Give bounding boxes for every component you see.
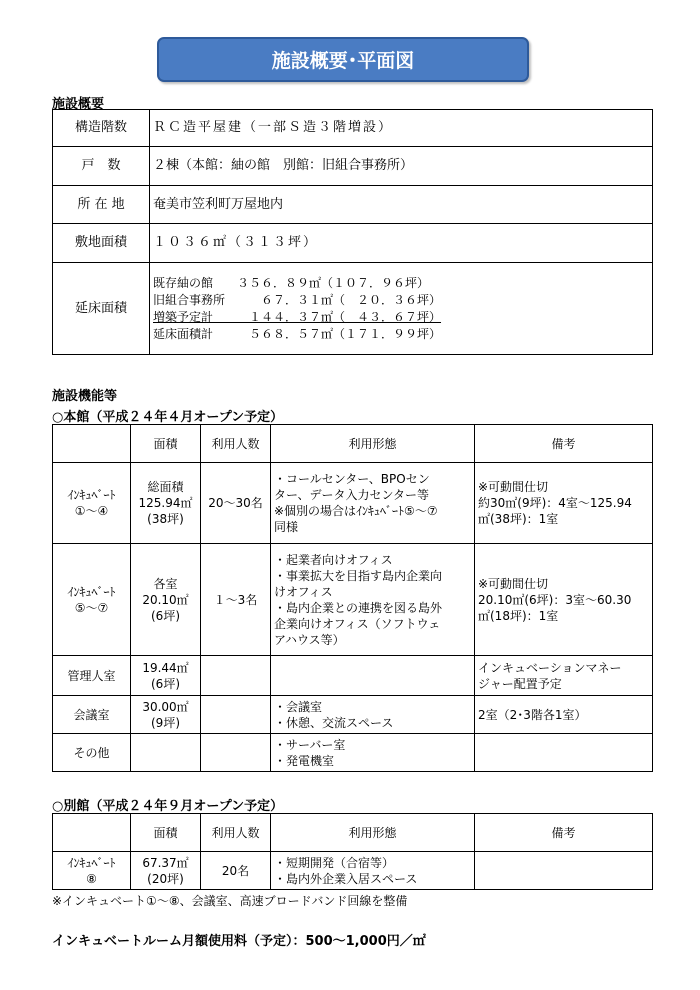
floor-area-line: 旧組合事務所 ６７．３１㎡（ ２０．３６坪） — [153, 292, 442, 307]
facility-name: ｲﾝｷｭﾍﾞｰﾄ ⑤～⑦ — [53, 544, 131, 656]
annex-heading: ○別館（平成２４年９月オープン予定） — [52, 799, 284, 814]
facility-area: 67.37㎡ (20坪) — [131, 852, 201, 890]
overview-label: 構造階数 — [53, 110, 150, 147]
overview-row — [53, 110, 653, 147]
overview-table — [52, 109, 653, 355]
header-cell: 利用形態 — [271, 425, 475, 463]
overview-value: 奄美市笠利町万屋地内 — [150, 186, 653, 224]
page-title-banner: 施設概要･平面図 — [157, 37, 529, 82]
footnote: ※インキュベート①～⑧、会議室、高速ブロードバンド回線を整備 — [52, 894, 408, 908]
header-cell: 備考 — [475, 425, 653, 463]
overview-value: １０３６㎡（３１３坪） — [150, 224, 653, 263]
facility-name: ｲﾝｷｭﾍﾞｰﾄ ①～④ — [53, 463, 131, 544]
table-header-row — [53, 425, 653, 463]
facility-area: 総面積 125.94㎡ (38坪) — [131, 463, 201, 544]
facility-name: 管理人室 — [53, 656, 131, 696]
facility-area — [131, 734, 201, 772]
table-row — [53, 656, 653, 696]
facility-note — [475, 734, 653, 772]
facility-note — [475, 852, 653, 890]
table-row — [53, 696, 653, 734]
facility-usage — [271, 656, 475, 696]
table-row — [53, 734, 653, 772]
facility-capacity: １～3名 — [201, 544, 271, 656]
facility-capacity: 20～30名 — [201, 463, 271, 544]
overview-label: 戸 数 — [53, 147, 150, 186]
overview-label: 延床面積 — [53, 263, 150, 355]
main-building-heading: ○本館（平成２４年４月オープン予定） — [52, 410, 284, 425]
overview-heading: 施設概要 — [52, 97, 105, 112]
floor-area-line: 増築予定計 １４４．３７㎡（ ４３．６７坪） — [153, 309, 442, 324]
header-cell: 利用人数 — [201, 814, 271, 852]
facility-usage: ・会議室 ・休憩、交流スペース — [271, 696, 475, 734]
facility-note: ※可動間仕切 20.10㎡(6坪)：3室～60.30 ㎡(18坪)：1室 — [475, 544, 653, 656]
overview-row — [53, 147, 653, 186]
facility-capacity: 20名 — [201, 852, 271, 890]
overview-row — [53, 186, 653, 224]
floor-area-line: 延床面積計 ５６８．５７㎡（１７１．９９坪） — [153, 326, 442, 341]
annex-table — [52, 813, 653, 890]
overview-value: ２棟（本館：紬の館 別館：旧組合事務所） — [150, 147, 653, 186]
facility-name: その他 — [53, 734, 131, 772]
facility-capacity — [201, 656, 271, 696]
facility-name: ｲﾝｷｭﾍﾞｰﾄ ⑧ — [53, 852, 131, 890]
overview-row — [53, 263, 653, 355]
header-cell — [53, 814, 131, 852]
table-row — [53, 852, 653, 890]
overview-value: ＲＣ造平屋建（一部Ｓ造３階増設） — [150, 110, 653, 147]
facility-capacity — [201, 734, 271, 772]
header-cell: 面積 — [131, 425, 201, 463]
floor-area-line: 既存紬の館 ３５６．８９㎡（１０７．９６坪） — [153, 275, 430, 290]
header-cell: 面積 — [131, 814, 201, 852]
floor-area-breakdown — [150, 263, 653, 355]
overview-row — [53, 224, 653, 263]
facility-area: 30.00㎡ (9坪) — [131, 696, 201, 734]
functions-heading: 施設機能等 — [52, 389, 118, 404]
table-header-row — [53, 814, 653, 852]
facility-usage: ・コールセンター、BPOセン ター、データ入力センター等 ※個別の場合はｲﾝｷｭﾍﾞｰﾄ⑤～⑦ 同様 — [271, 463, 475, 544]
main-building-table — [52, 424, 653, 772]
table-row — [53, 544, 653, 656]
facility-area: 各室 20.10㎡ (6坪) — [131, 544, 201, 656]
facility-name: 会議室 — [53, 696, 131, 734]
facility-note: ※可動間仕切 約30㎡(9坪)：4室～125.94 ㎡(38坪)：1室 — [475, 463, 653, 544]
header-cell — [53, 425, 131, 463]
header-cell: 利用人数 — [201, 425, 271, 463]
overview-label: 所 在 地 — [53, 186, 150, 224]
facility-usage: ・サーバー室 ・発電機室 — [271, 734, 475, 772]
header-cell: 備考 — [475, 814, 653, 852]
facility-capacity — [201, 696, 271, 734]
facility-usage: ・起業者向けオフィス ・事業拡大を目指す島内企業向 けオフィス ・島内企業との連携を図る島外 企業向けオフィス（ソフトウェ アハウス等） — [271, 544, 475, 656]
facility-usage: ・短期開発（合宿等） ・島内外企業入居スペース — [271, 852, 475, 890]
facility-note: インキュベーションマネー ジャー配置予定 — [475, 656, 653, 696]
monthly-fee: インキュベートルーム月額使用料（予定）：500～1,000円／㎡ — [52, 934, 426, 949]
overview-label: 敷地面積 — [53, 224, 150, 263]
facility-note: 2室（2･3階各1室） — [475, 696, 653, 734]
table-row — [53, 463, 653, 544]
facility-area: 19.44㎡ (6坪) — [131, 656, 201, 696]
header-cell: 利用形態 — [271, 814, 475, 852]
